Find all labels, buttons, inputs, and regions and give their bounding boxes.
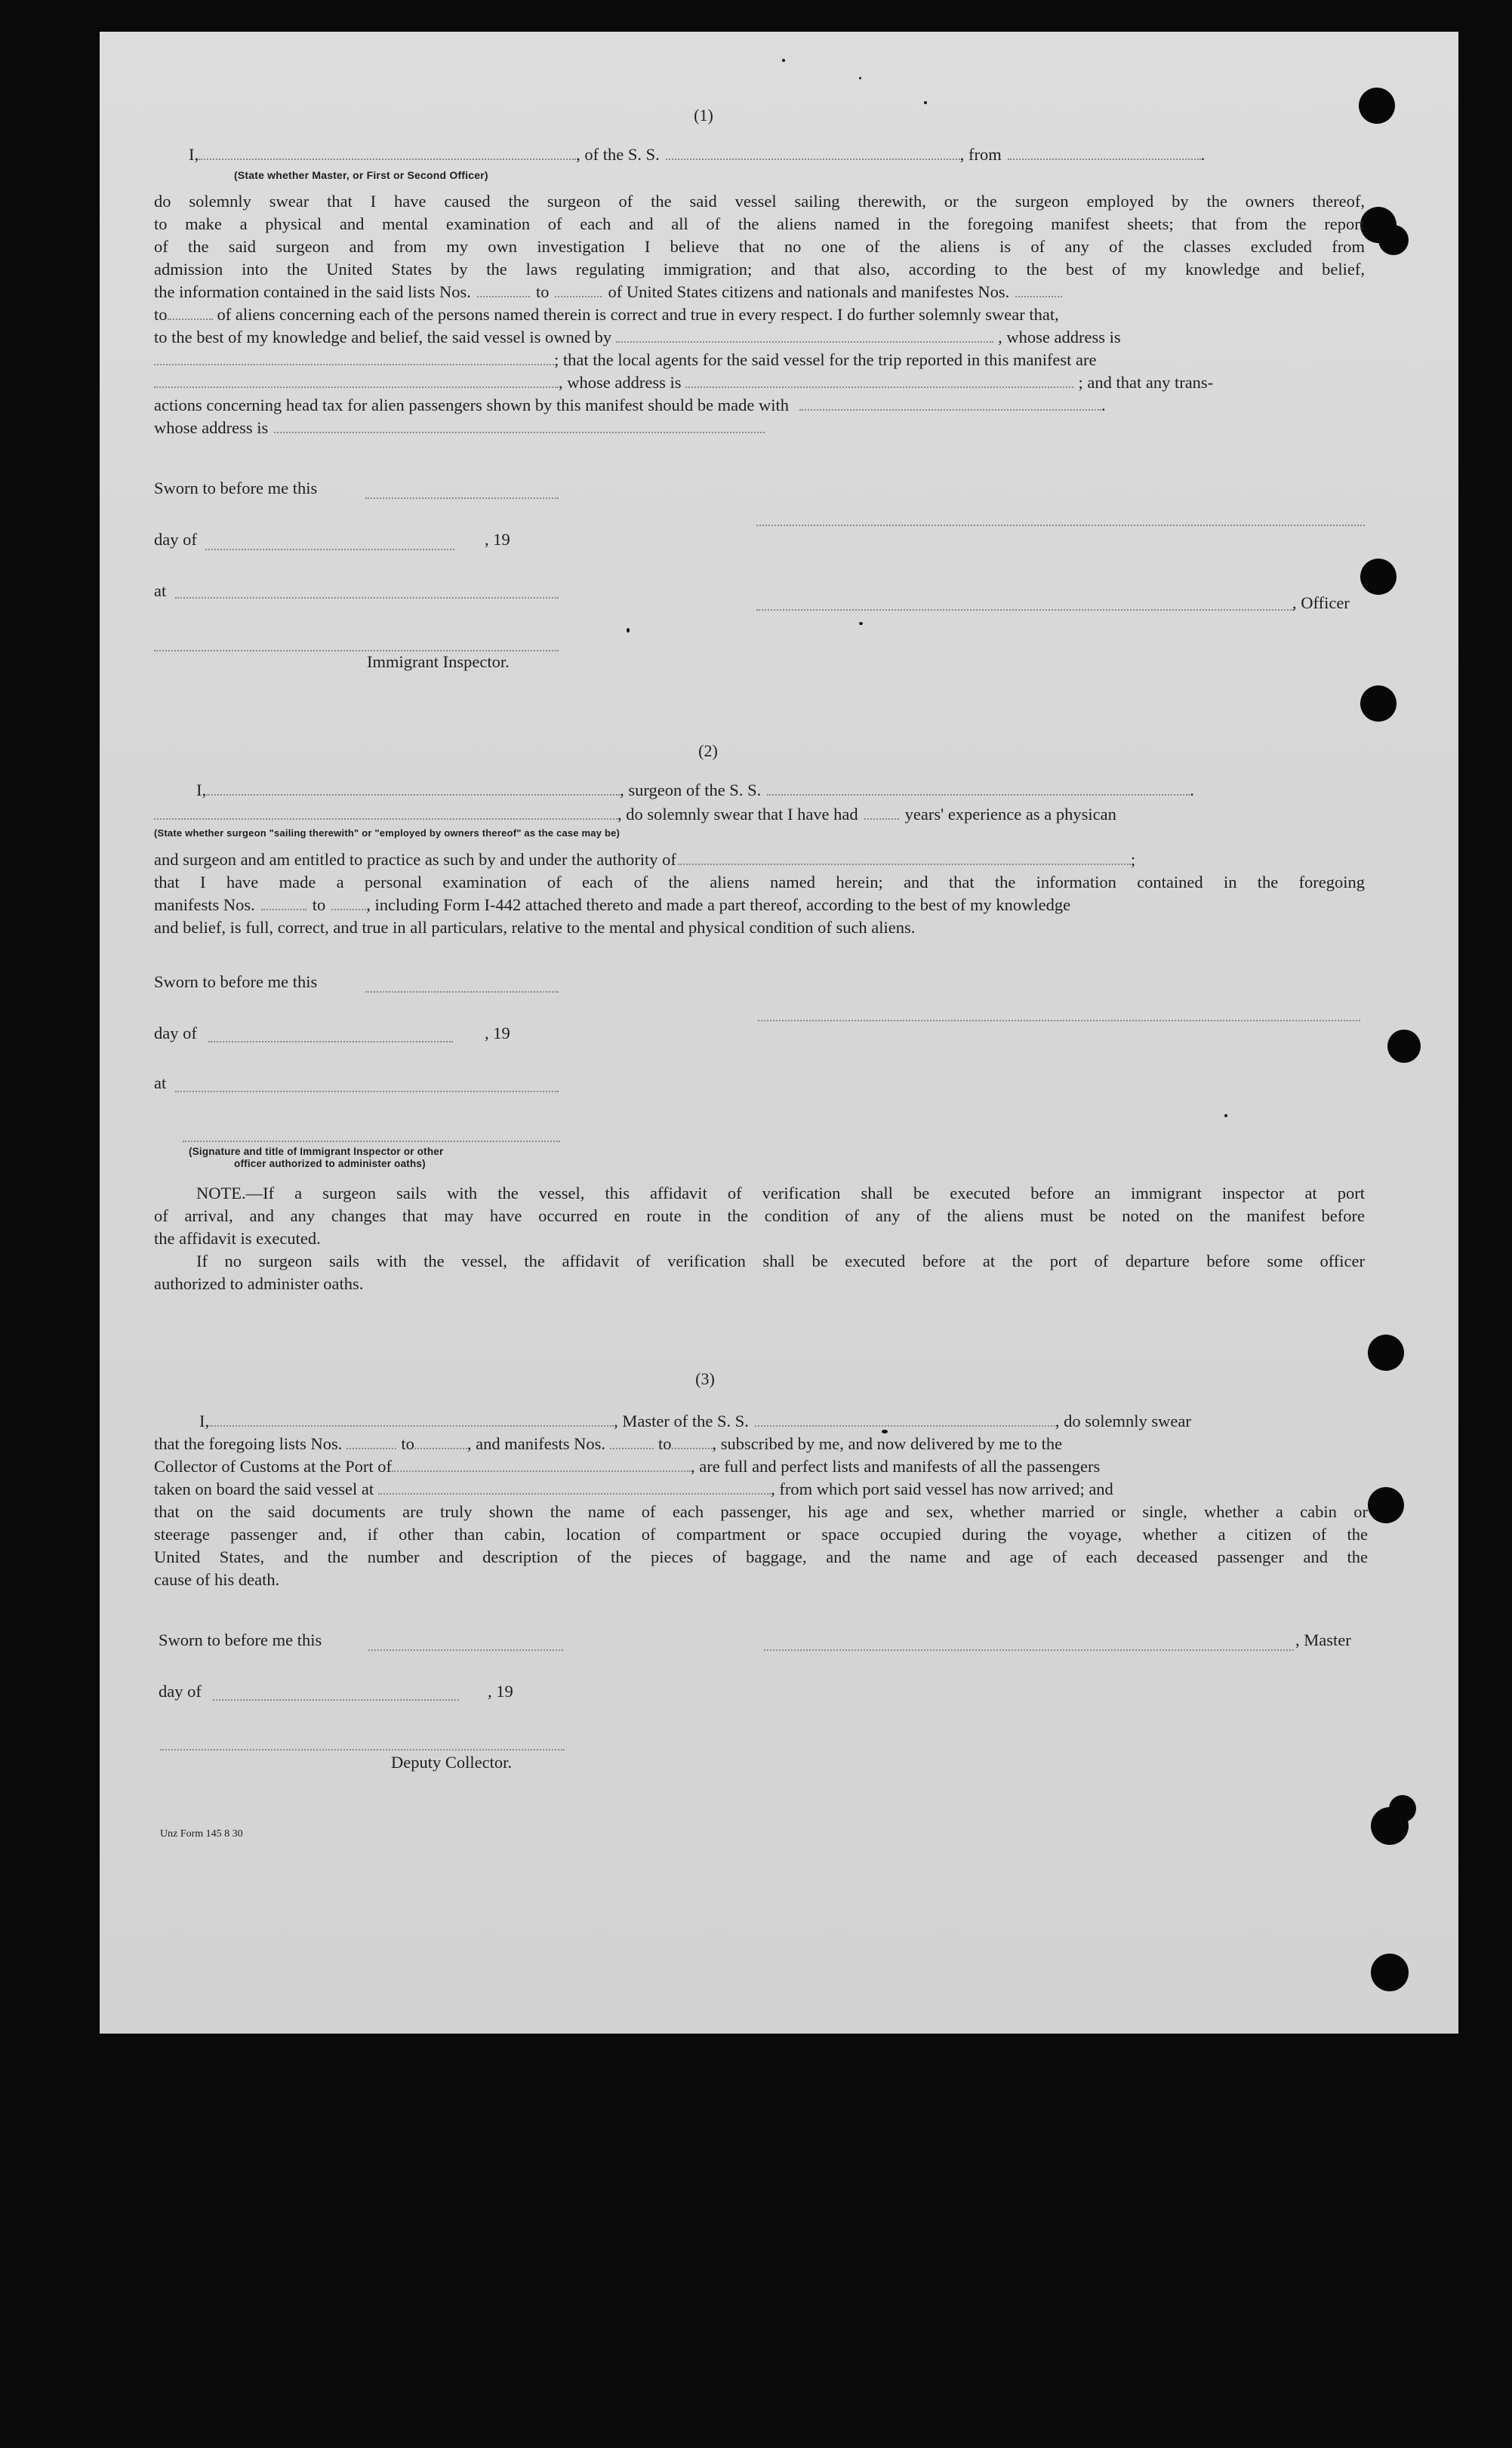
s3-line2: that the foregoing lists Nos. to , and manifests Nos. to , subscribed by me, and now delivered by me to the	[154, 1434, 1063, 1453]
s2-signature-line[interactable]	[758, 1019, 1360, 1021]
punch-hole	[1360, 685, 1397, 722]
blank-years[interactable]	[864, 818, 899, 820]
s2-inspector-line[interactable]	[183, 1140, 560, 1142]
punch-hole	[1378, 225, 1409, 255]
blank-s3-manifests-from[interactable]	[610, 1447, 654, 1449]
s1-inspector: Immigrant Inspector.	[367, 652, 510, 671]
s2-sig-caption-2: officer authorized to administer oaths)	[234, 1158, 426, 1169]
s1-officer-line[interactable]	[756, 608, 1294, 611]
s1-para-line: do solemnly swear that I have caused the surgeon of the said vessel sailing therewith, or the surgeon employed by the owners thereof,	[154, 192, 1365, 211]
blank-s2-manifests-to[interactable]	[331, 908, 366, 910]
speck	[859, 77, 861, 79]
blank-port[interactable]	[392, 1470, 691, 1472]
s1-sworn: Sworn to before me this	[154, 479, 318, 497]
s1-addr-line: whose address is	[154, 417, 1365, 439]
s3-sworn-blank[interactable]	[368, 1649, 563, 1651]
s2-day-of: day of	[154, 1024, 197, 1042]
s3-para-line: steerage passenger and, if other than cabin, location of compartment or space occupied during the voyage, whether a citizen of the	[154, 1525, 1368, 1544]
form-sheet	[100, 32, 1458, 2034]
s3-line3: Collector of Customs at the Port of , are full and perfect lists and manifests of all the passengers	[154, 1457, 1101, 1476]
s1-at-blank[interactable]	[175, 596, 559, 599]
s1-whose-line: , whose address is ; and that any trans-	[154, 371, 1365, 394]
speck	[627, 628, 630, 633]
punch-hole	[1387, 1030, 1421, 1063]
s3-master: , Master	[1295, 1630, 1351, 1649]
punch-hole	[1389, 1795, 1416, 1822]
section-2-number: (2)	[698, 741, 718, 760]
s3-master-signature-line[interactable]	[764, 1649, 1294, 1651]
s3-line1: I, , Master of the S. S. , do solemnly swear	[199, 1412, 1191, 1430]
speck	[782, 59, 785, 62]
blank-master-name[interactable]	[209, 1424, 614, 1427]
s2-year: , 19	[485, 1024, 510, 1042]
blank-ship[interactable]	[666, 158, 960, 160]
blank-lists-from[interactable]	[477, 295, 530, 297]
blank-agents[interactable]	[154, 386, 559, 388]
s1-inspector-line[interactable]	[154, 649, 559, 651]
blank-s3-lists-to[interactable]	[414, 1447, 467, 1449]
blank-head-tax-address[interactable]	[274, 431, 765, 433]
s2-note-line: of arrival, and any changes that may have occurred en route in the condition of any of the aliens must be noted on the manifest before	[154, 1206, 1365, 1225]
s2-day-blank[interactable]	[208, 1040, 453, 1042]
label-from: , from	[959, 145, 1002, 164]
s3-year: , 19	[488, 1682, 513, 1701]
s3-day-blank[interactable]	[213, 1698, 459, 1701]
blank-s3-lists-from[interactable]	[346, 1447, 396, 1449]
blank-master-ship[interactable]	[755, 1424, 1055, 1427]
s2-line6: and belief, is full, correct, and true in all particulars, relative to the mental and physical condition of such aliens.	[154, 918, 916, 937]
blank-manifests[interactable]	[1015, 295, 1062, 297]
speck	[859, 622, 863, 625]
s3-last-line: cause of his death.	[154, 1570, 280, 1589]
speck	[1224, 1114, 1227, 1117]
s2-line2: , do solemnly swear that I have had years' experience as a physican	[154, 803, 1365, 826]
s2-at: at	[154, 1073, 167, 1092]
s2-sig-caption-1: (Signature and title of Immigrant Inspector or other	[189, 1146, 444, 1157]
blank-name[interactable]	[199, 158, 576, 160]
s1-actions-line: actions concerning head tax for alien passengers shown by this manifest should be made with .	[154, 396, 1106, 414]
s1-master-line: I, , of the S. S. , from .	[189, 145, 1206, 164]
punch-hole	[1359, 88, 1395, 124]
label-i: I,	[189, 145, 199, 164]
s3-collector-line[interactable]	[160, 1748, 565, 1751]
s2-note-line: the affidavit is executed.	[154, 1229, 321, 1248]
punch-hole	[1368, 1487, 1404, 1523]
blank-s2-manifests-from[interactable]	[261, 908, 306, 910]
blank-s3-manifests-to[interactable]	[672, 1447, 713, 1449]
s1-para-line: to make a physical and mental examination of each and all of the aliens named in the foregoing manifest sheets; that from the report	[154, 214, 1365, 233]
s2-line1: I, , surgeon of the S. S. .	[196, 781, 1194, 799]
form-number: Unz Form 145 8 30	[160, 1828, 243, 1840]
s2-caption: (State whether surgeon "sailing therewith" or "employed by owners thereof" as the case may be)	[154, 827, 621, 839]
blank-owner-address[interactable]	[154, 363, 554, 365]
label-of-ss: , of the S. S.	[576, 145, 660, 164]
blank-surgeon-status[interactable]	[154, 818, 617, 820]
s3-day-of: day of	[159, 1682, 202, 1701]
s1-year: , 19	[485, 530, 510, 549]
blank-authority[interactable]	[678, 863, 1131, 865]
s2-sworn: Sworn to before me this	[154, 972, 318, 991]
blank-owner[interactable]	[616, 340, 993, 343]
s1-caption: (State whether Master, or First or Second Officer)	[234, 169, 488, 181]
s3-sworn: Sworn to before me this	[159, 1630, 322, 1649]
blank-manifests-to[interactable]	[168, 318, 213, 320]
s1-para-line: of the said surgeon and from my own investigation I believe that no one of the aliens is of any of the classes excluded from	[154, 237, 1365, 256]
blank-port-of-departure[interactable]	[378, 1492, 771, 1495]
s2-line4: that I have made a personal examination of each of the aliens named herein; and that the information contained in the foregoing	[154, 873, 1365, 891]
s1-day-blank[interactable]	[205, 548, 454, 550]
s1-signature-line[interactable]	[756, 524, 1365, 526]
s2-line5: manifests Nos. to , including Form I-442 attached thereto and made a part thereof, according to the best of my knowledge	[154, 895, 1071, 914]
s2-line3: and surgeon and am entitled to practice as such by and under the authority of ;	[154, 850, 1136, 869]
s1-sworn-blank[interactable]	[365, 497, 559, 499]
blank-surgeon-name[interactable]	[206, 793, 620, 796]
section-3-number: (3)	[695, 1369, 715, 1388]
s3-para-line: United States, and the number and description of the pieces of baggage, and the name and age of each deceased passenger and the	[154, 1547, 1368, 1566]
s2-at-blank[interactable]	[175, 1090, 559, 1092]
punch-hole	[1371, 1954, 1409, 1991]
s1-officer: , Officer	[1292, 593, 1350, 612]
s1-to-line: to of aliens concerning each of the persons named therein is correct and true in every respect. I do further solemnly swear that,	[154, 305, 1059, 324]
s2-note-line: If no surgeon sails with the vessel, the affidavit of verification shall be executed before at the port of departure before some officer	[196, 1252, 1365, 1270]
blank-head-tax[interactable]	[799, 408, 1101, 411]
speck	[924, 101, 927, 104]
s1-para-line: admission into the United States by the laws regulating immigration; and that also, according to the best of my knowledge and belief,	[154, 260, 1365, 279]
s1-day-of: day of	[154, 530, 197, 549]
s3-collector: Deputy Collector.	[391, 1753, 512, 1772]
s2-note-line: authorized to administer oaths.	[154, 1274, 364, 1293]
s1-at: at	[154, 581, 167, 600]
punch-hole	[1360, 559, 1397, 595]
s1-agents-line: ; that the local agents for the said vessel for the trip reported in this manifest are	[154, 349, 1365, 371]
s1-owned-line: to the best of my knowledge and belief, the said vessel is owned by , whose address is	[154, 328, 1121, 346]
section-1-number: (1)	[694, 106, 713, 125]
blank-surgeon-ship[interactable]	[767, 793, 1190, 796]
s3-line4: taken on board the said vessel at , from which port said vessel has now arrived; and	[154, 1480, 1113, 1498]
blank-lists-to[interactable]	[555, 295, 602, 297]
s2-sworn-blank[interactable]	[365, 990, 559, 993]
s2-note-line: NOTE.—If a surgeon sails with the vessel, this affidavit of verification shall be executed before an immigrant inspector at port	[196, 1184, 1365, 1202]
punch-hole	[1368, 1335, 1404, 1371]
blank-from[interactable]	[1008, 158, 1201, 160]
s3-para-line: that on the said documents are truly shown the name of each passenger, his age and sex, whether married or single, whether a cabin or	[154, 1502, 1368, 1521]
blank-agents-address[interactable]	[685, 386, 1073, 388]
s1-info-line: the information contained in the said lists Nos. to of United States citizens and nationals and manifestes Nos.	[154, 281, 1365, 303]
